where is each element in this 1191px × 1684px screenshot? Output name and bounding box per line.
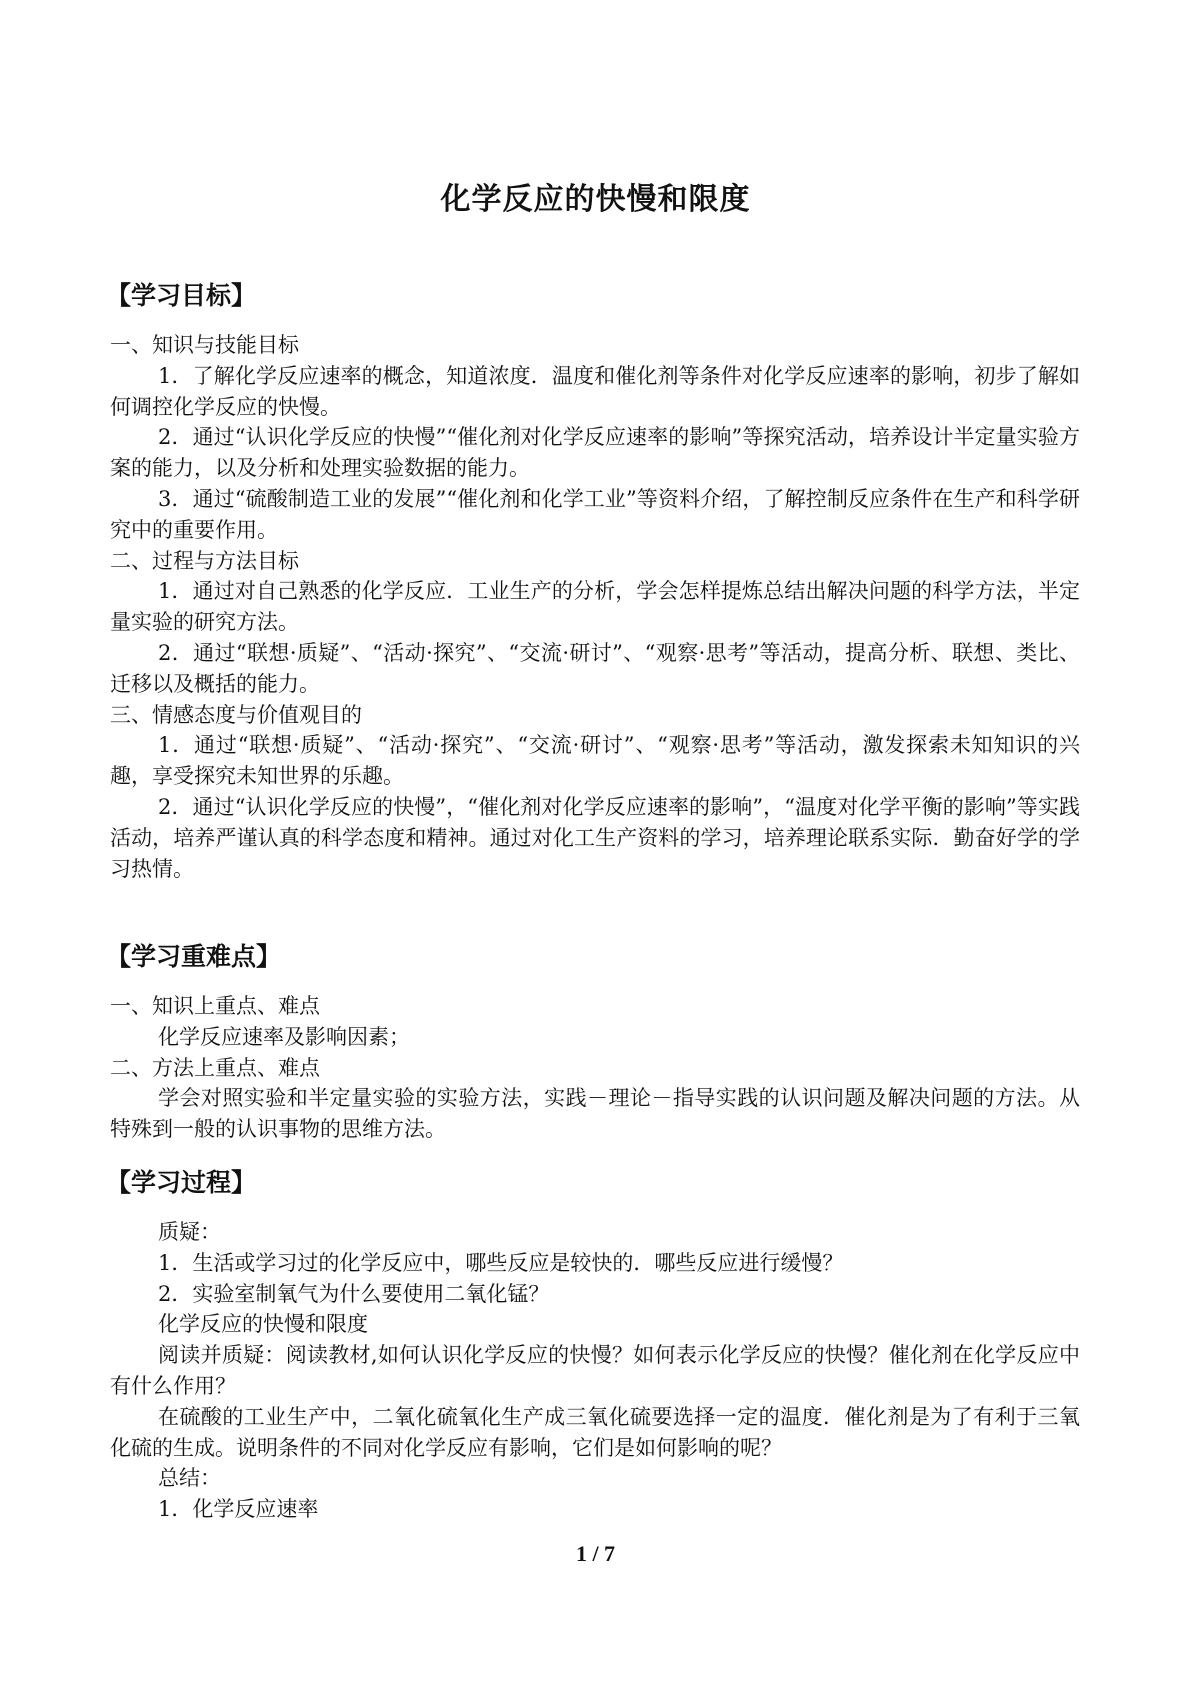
paragraph: 2．通过“联想·质疑”、“活动·探究”、“交流·研讨”、“观察·思考”等活动，提高分析、联想、类比、迁移以及概括的能力。 xyxy=(110,640,1080,696)
paragraph: 1．生活或学习过的化学反应中，哪些反应是较快的．哪些反应进行缓慢？ xyxy=(158,1250,844,1275)
paragraph: 阅读并质疑：阅读教材,如何认识化学反应的快慢？如何表示化学反应的快慢？催化剂在化学反应中有什么作用？ xyxy=(110,1343,1080,1398)
subheading-emotion: 三、情感态度与价值观目的 xyxy=(110,702,362,727)
paragraph: 1．通过对自己熟悉的化学反应．工业生产的分析，学会怎样提炼总结出解决问题的科学方法，半定量实验的研究方法。 xyxy=(110,579,1080,635)
paragraph: 3．通过“硫酸制造工业的发展”“催化剂和化学工业”等资料介绍，了解控制反应条件在生产和科学研究中的重要作用。 xyxy=(110,486,1080,542)
section-keypoints xyxy=(106,942,1080,1145)
paragraph: 学会对照实验和半定量实验的实验方法，实践－理论－指导实践的认识问题及解决问题的方法。从特殊到一般的认识事物的思维方法。 xyxy=(110,1086,1080,1142)
page-number: 1 / 7 xyxy=(575,1541,616,1566)
paragraph: 在硫酸的工业生产中，二氧化硫氧化生产成三氧化硫要选择一定的温度．催化剂是为了有利于三氧化硫的生成。说明条件的不同对化学反应有影响，它们是如何影响的呢？ xyxy=(110,1404,1080,1460)
subheading-method-key: 二、方法上重点、难点 xyxy=(110,1055,320,1080)
paragraph: 总结： xyxy=(158,1466,221,1491)
section-objectives xyxy=(106,281,1080,884)
paragraph: 质疑： xyxy=(158,1220,221,1244)
paragraph: 1．了解化学反应速率的概念，知道浓度．温度和催化剂等条件对化学反应速率的影响，初步了解如何调控化学反应的快慢。 xyxy=(110,363,1080,419)
paragraph: 1．化学反应速率 xyxy=(158,1497,319,1522)
paragraph: 1．通过“联想·质疑”、“活动·探究”、“交流·研讨”、“观察·思考”等活动，激发探索未知知识的兴趣，享受探究未知世界的乐趣。 xyxy=(110,733,1080,789)
subheading-process: 二、过程与方法目标 xyxy=(110,548,299,573)
paragraph: 2．实验室制氧气为什么要使用二氧化锰？ xyxy=(158,1281,550,1306)
section-heading-objectives: 【学习目标】 xyxy=(106,281,257,310)
section-heading-process: 【学习过程】 xyxy=(106,1168,257,1197)
section-process xyxy=(106,1168,1080,1525)
page-title: 化学反应的快慢和限度 xyxy=(440,182,751,217)
paragraph: 化学反应的快慢和限度 xyxy=(158,1312,368,1337)
paragraph: 2．通过“认识化学反应的快慢”“催化剂对化学反应速率的影响”等探究活动，培养设计半定量实验方案的能力，以及分析和处理实验数据的能力。 xyxy=(110,425,1080,481)
subheading-knowledge: 一、知识与技能目标 xyxy=(110,333,299,357)
paragraph: 化学反应速率及影响因素； xyxy=(158,1024,410,1049)
paragraph: 2．通过“认识化学反应的快慢”，“催化剂对化学反应速率的影响”，“温度对化学平衡的影响”等实践活动，培养严谨认真的科学态度和精神。通过对化工生产资料的学习，培养理论联系实际．勤奋好学的学习热情。 xyxy=(110,794,1080,881)
subheading-knowledge-key: 一、知识上重点、难点 xyxy=(110,994,320,1018)
section-heading-keypoints: 【学习重难点】 xyxy=(106,942,282,971)
